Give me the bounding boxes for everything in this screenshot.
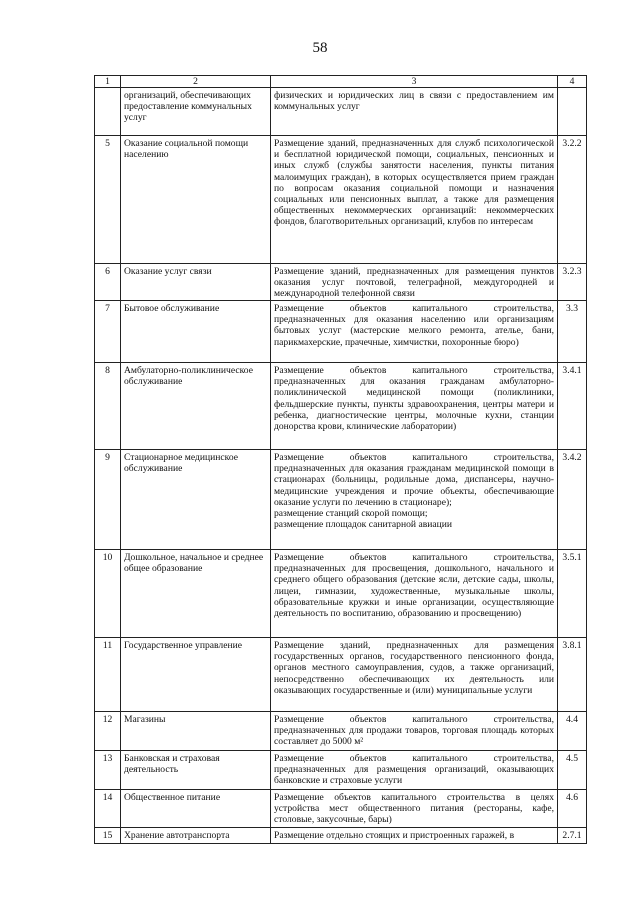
use-type-name: Оказание услуг связи bbox=[121, 264, 271, 301]
classifier-code: 3.4.2 bbox=[558, 450, 587, 550]
header-col-3: 3 bbox=[271, 76, 558, 88]
table-row bbox=[95, 301, 587, 363]
use-type-description bbox=[271, 638, 558, 712]
use-type-name: Стационарное медицинское обслуживание bbox=[121, 450, 271, 550]
description-paragraph: Размещение зданий, предназначенных для служб психологической и бесплатной юридической помощи, социальных, пенсионных и иных служб (службы занятости населения, пункты питания малоимущих граждан), в которых осуществляется прием граждан по вопросам оказания социальной помощи и назначения социальных или пенсионных выплат, а также для размещения общественных некоммерческих организаций: некоммерческих фондов, благотворительных организаций, клубов по интересам bbox=[274, 138, 554, 228]
description-paragraph: Размещение объектов капитального строительства, предназначенных для оказания гражданам амбулаторно-поликлинической медицинской помощи (поликлиники, фельдшерские пункты, пункты здравоохранения, центры матери и ребенка, диагностические центры, молочные кухни, станции донорства крови, клинические лаборатории) bbox=[274, 365, 554, 433]
use-type-description bbox=[271, 828, 558, 844]
table-row bbox=[95, 550, 587, 638]
description-paragraph: Размещение объектов капитального строительства, предназначенных для размещения организаций, оказывающих банковские и страховые услуги bbox=[274, 753, 554, 787]
table-header-row bbox=[95, 76, 587, 88]
description-paragraph: Размещение отдельно стоящих и пристроенных гаражей, в bbox=[274, 830, 515, 841]
classifier-code: 4.5 bbox=[558, 751, 587, 790]
use-type-name: организаций, обеспечивающих предоставление коммунальных услуг bbox=[121, 88, 271, 136]
use-type-description bbox=[271, 450, 558, 550]
use-type-name: Магазины bbox=[121, 712, 271, 751]
use-type-description bbox=[271, 550, 558, 638]
classifier-code: 3.2.2 bbox=[558, 136, 587, 264]
table-row bbox=[95, 450, 587, 550]
row-number: 6 bbox=[95, 264, 121, 301]
description-paragraph: Размещение зданий, предназначенных для размещения государственных органов, государственного пенсионного фонда, органов местного самоуправления, судов, а также организаций, непосредственно обеспечивающих их деятельность или оказывающих государственные и (или) муниципальные услуги bbox=[274, 640, 554, 696]
table-row bbox=[95, 264, 587, 301]
use-type-name: Бытовое обслуживание bbox=[121, 301, 271, 363]
use-type-name: Оказание социальной помощи населению bbox=[121, 136, 271, 264]
header-col-2: 2 bbox=[121, 76, 271, 88]
use-type-description bbox=[271, 136, 558, 264]
row-number: 9 bbox=[95, 450, 121, 550]
classifier-code: 2.7.1 bbox=[558, 828, 587, 844]
classifier-code: 3.4.1 bbox=[558, 363, 587, 450]
row-number: 11 bbox=[95, 638, 121, 712]
table-row bbox=[95, 751, 587, 790]
table-row bbox=[95, 88, 587, 136]
use-type-description bbox=[271, 88, 558, 136]
table-row bbox=[95, 712, 587, 751]
row-number: 8 bbox=[95, 363, 121, 450]
description-paragraph: физических и юридических лиц в связи с предоставлением им коммунальных услуг bbox=[274, 90, 554, 113]
table-row bbox=[95, 828, 587, 844]
table-body bbox=[95, 88, 587, 844]
row-number: 5 bbox=[95, 136, 121, 264]
page-number: 58 bbox=[312, 40, 328, 56]
row-number: 7 bbox=[95, 301, 121, 363]
description-paragraph: Размещение объектов капитального строительства, предназначенных для просвещения, дошкольного, начального и среднего общего образования (детские ясли, детские сады, школы, лицеи, гимназии, художественные, музыкальные школы, образовательные кружки и иные организации, осуществляющие деятельность по воспитанию, образованию и просвещению) bbox=[274, 552, 554, 620]
use-type-name: Банковская и страховая деятельность bbox=[121, 751, 271, 790]
use-type-name: Хранение автотранспорта bbox=[121, 828, 271, 844]
table-row bbox=[95, 136, 587, 264]
classifier-code bbox=[558, 88, 587, 136]
use-type-name: Дошкольное, начальное и среднее общее образование bbox=[121, 550, 271, 638]
use-type-description bbox=[271, 363, 558, 450]
row-number: 12 bbox=[95, 712, 121, 751]
classifier-code: 3.5.1 bbox=[558, 550, 587, 638]
classifier-code: 3.2.3 bbox=[558, 264, 587, 301]
table-row bbox=[95, 638, 587, 712]
use-type-name: Амбулаторно-поликлиническое обслуживание bbox=[121, 363, 271, 450]
classifier-code: 4.4 bbox=[558, 712, 587, 751]
classifier-code: 3.3 bbox=[558, 301, 587, 363]
description-paragraph: Размещение объектов капитального строительства в целях устройства мест общественного питания (рестораны, кафе, столовые, закусочные, бары) bbox=[274, 792, 554, 826]
description-paragraph: Размещение объектов капитального строительства, предназначенных для оказания гражданам медицинской помощи в стационарах (больницы, родильные дома, диспансеры, научно-медицинские учреждения и прочие объекты, обеспечивающие оказание услуги по лечению в стационаре); bbox=[274, 452, 554, 508]
land-use-table bbox=[94, 75, 587, 844]
table-row bbox=[95, 790, 587, 828]
row-number: 15 bbox=[95, 828, 121, 844]
classifier-code: 3.8.1 bbox=[558, 638, 587, 712]
use-type-description bbox=[271, 751, 558, 790]
row-number: 13 bbox=[95, 751, 121, 790]
description-paragraph: размещение станций скорой помощи; bbox=[274, 508, 428, 520]
description-paragraph: Размещение зданий, предназначенных для размещения пунктов оказания услуг почтовой, телеграфной, междугородней и международной телефонной связи bbox=[274, 266, 554, 300]
classifier-code: 4.6 bbox=[558, 790, 587, 828]
use-type-description bbox=[271, 301, 558, 363]
header-col-4: 4 bbox=[558, 76, 587, 88]
header-col-1: 1 bbox=[95, 76, 121, 88]
use-type-description bbox=[271, 264, 558, 301]
row-number: 10 bbox=[95, 550, 121, 638]
table-row bbox=[95, 363, 587, 450]
row-number: 14 bbox=[95, 790, 121, 828]
use-type-description bbox=[271, 712, 558, 751]
description-paragraph: Размещение объектов капитального строительства, предназначенных для продажи товаров, торговая площадь которых составляет до 5000 м² bbox=[274, 714, 554, 748]
description-paragraph: размещение площадок санитарной авиации bbox=[274, 519, 453, 531]
description-paragraph: Размещение объектов капитального строительства, предназначенных для оказания населению или организациям бытовых услуг (мастерские мелкого ремонта, ателье, бани, парикмахерские, прачечные, химчистки, похоронные бюро) bbox=[274, 303, 554, 348]
row-number bbox=[95, 88, 121, 136]
use-type-description bbox=[271, 790, 558, 828]
use-type-name: Государственное управление bbox=[121, 638, 271, 712]
use-type-name: Общественное питание bbox=[121, 790, 271, 828]
